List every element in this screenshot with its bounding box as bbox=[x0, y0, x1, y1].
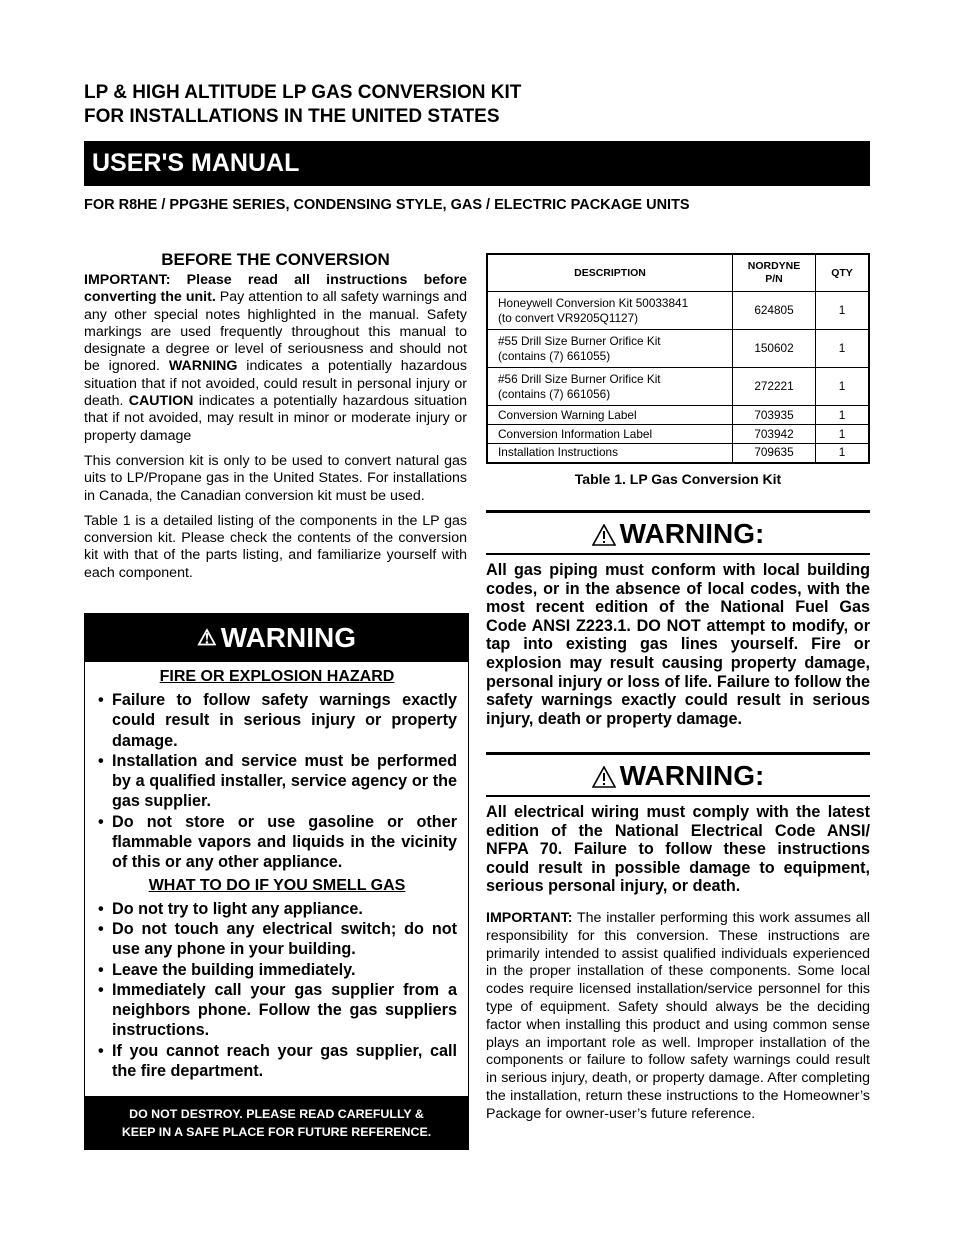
column-header-qty: QTY bbox=[816, 254, 870, 292]
description-line-2: (contains (7) 661056) bbox=[498, 386, 611, 401]
description-line-1: #55 Drill Size Burner Orifice Kit bbox=[498, 333, 661, 348]
before-paragraph-3: Table 1 is a detailed listing of the components in the LP gas conversion kit. Please check the contents of the conversion kit with that of the parts listing, and familiarize yourself with each component. bbox=[84, 512, 467, 581]
list-item: • Do not store or use gasoline or other flammable vapors and liquids in the vicinity of this or any other appliance. bbox=[97, 812, 457, 873]
cell-part-number: 150602 bbox=[733, 330, 816, 368]
electrical-wiring-warning bbox=[486, 752, 870, 896]
do-not-destroy-footer bbox=[85, 1096, 468, 1149]
subtitle: FOR R8HE / PPG3HE SERIES, CONDENSING STYLE, GAS / ELECTRIC PACKAGE UNITS bbox=[84, 197, 690, 213]
cell-qty: 1 bbox=[816, 330, 870, 368]
description-line-1: Honeywell Conversion Kit 50033841 bbox=[498, 295, 689, 310]
before-p1-text-b: indicates a potentially hazardous situation that if not avoided, could result in personal injury or death. bbox=[84, 358, 468, 410]
cell-description bbox=[487, 292, 733, 330]
smell-gas-list bbox=[97, 899, 457, 1082]
caution-term: CAUTION bbox=[128, 393, 194, 410]
table-row bbox=[487, 330, 869, 368]
list-item: • Immediately call your gas supplier from a neighbors phone. Follow the gas suppliers instructions. bbox=[97, 980, 457, 1041]
important-label: IMPORTANT: bbox=[486, 910, 573, 926]
description-line-1: #56 Drill Size Burner Orifice Kit bbox=[498, 371, 661, 386]
table-caption: Table 1. LP Gas Conversion Kit bbox=[574, 471, 782, 487]
warning-triangle-icon bbox=[592, 766, 616, 788]
warning-box-body bbox=[85, 662, 468, 1081]
gas-piping-warning-text: All gas piping must conform with local building codes, or in the absence of local codes, with the most recent edition of the National Fuel Gas Code ANSI Z223.1. DO NOT attempt to modify, or tap into existing gas lines yourself. Fire or explosion may result causing property damage, personal injury or loss of life. Failure to follow the safety warnings exactly could result in serious injury, death or property damage. bbox=[486, 561, 870, 728]
list-item: • Do not try to light any appliance. bbox=[97, 899, 457, 919]
cell-part-number: 272221 bbox=[733, 368, 816, 406]
cell-description bbox=[487, 330, 733, 368]
cell-qty: 1 bbox=[816, 425, 870, 444]
document-title bbox=[84, 81, 521, 129]
fire-explosion-warning-box bbox=[84, 613, 469, 1150]
warning-title: WARNING: bbox=[619, 760, 765, 791]
cell-description: Conversion Information Label bbox=[487, 425, 733, 444]
cell-qty: 1 bbox=[816, 444, 870, 463]
warning-heading bbox=[486, 513, 870, 555]
gas-piping-warning bbox=[486, 510, 870, 728]
table-row bbox=[487, 425, 869, 444]
before-paragraph-2: This conversion kit is only to be used to convert natural gas uits to LP/Propane gas in the United States. For installations in Canada, the Canadian conversion kit must be used. bbox=[84, 452, 467, 504]
list-item: • If you cannot reach your gas supplier, call the fire department. bbox=[97, 1041, 457, 1082]
list-item: • Installation and service must be performed by a qualified installer, service agency or the gas supplier. bbox=[97, 751, 457, 812]
before-conversion-section bbox=[84, 250, 467, 590]
before-p1-text-c: indicates a potentially hazardous situation that if not avoided, may result in minor or moderate injury or property damage bbox=[84, 393, 468, 444]
list-item: • Failure to follow safety warnings exactly could result in serious injury or property damage. bbox=[97, 690, 457, 751]
footer-line-1: DO NOT DESTROY. PLEASE READ CAREFULLY & bbox=[129, 1107, 424, 1121]
electrical-warning-text: All electrical wiring must comply with the latest edition of the National Electrical Code ANSI/ NFPA 70. Failure to follow these instructions could result in possible damage to equipment, serious personal injury, or death. bbox=[486, 803, 870, 896]
pn-header-line-1: NORDYNE bbox=[747, 260, 801, 272]
footer-line-2: KEEP IN A SAFE PLACE FOR FUTURE REFERENCE. bbox=[121, 1125, 432, 1139]
important-lead: IMPORTANT: Please read all instructions before converting the unit. bbox=[84, 272, 467, 306]
cell-part-number: 703935 bbox=[733, 406, 816, 425]
fire-hazard-heading: FIRE OR EXPLOSION HAZARD bbox=[159, 668, 395, 685]
cell-qty: 1 bbox=[816, 406, 870, 425]
cell-part-number: 624805 bbox=[733, 292, 816, 330]
important-installer-note bbox=[486, 910, 870, 1124]
banner-text: USER'S MANUAL bbox=[92, 149, 300, 177]
warning-box-header bbox=[85, 614, 468, 662]
description-line-2: (contains (7) 661055) bbox=[498, 348, 611, 363]
smell-gas-heading: WHAT TO DO IF YOU SMELL GAS bbox=[148, 876, 406, 894]
column-header-description: DESCRIPTION bbox=[487, 254, 733, 292]
important-text: The installer performing this work assumes all responsibility for this conversion. These instructions are primarily intended to assist qualified individuals experienced in the proper installation of these components. Some local codes require licensed installation/service personnel for this type of equipment. Safety should always be the deciding factor when installing this product and using common sense plays an important role as well. Improper installation of the components or failure to follow safety warnings could result in serious injury, death, or property damage. After completing the installation, return these instructions to the Homeowner’s Package for owner-user’s future reference. bbox=[486, 910, 870, 1122]
before-paragraph-1 bbox=[84, 272, 467, 445]
warning-title: WARNING: bbox=[619, 518, 765, 549]
warning-box-title: WARNING bbox=[220, 622, 357, 653]
users-manual-banner bbox=[84, 141, 870, 186]
cell-description: Conversion Warning Label bbox=[487, 406, 733, 425]
title-line-1: LP & HIGH ALTITUDE LP GAS CONVERSION KIT bbox=[84, 82, 522, 103]
warning-triangle-icon bbox=[592, 524, 616, 546]
before-p1-text-a: Pay attention to all safety warnings and any other special notes highlighted in the manual. Safety markings are used frequently throughout this manual to designate a degree or level of seriousness and should not be ignored. bbox=[84, 289, 467, 375]
table-row bbox=[487, 406, 869, 425]
fire-hazard-list bbox=[97, 690, 457, 873]
table-row bbox=[487, 368, 869, 406]
pn-header-line-2: P/N bbox=[765, 273, 783, 285]
list-item: • Leave the building immediately. bbox=[97, 960, 457, 980]
warning-term: WARNING bbox=[168, 358, 238, 375]
cell-qty: 1 bbox=[816, 292, 870, 330]
cell-description: Installation Instructions bbox=[487, 444, 733, 463]
list-item: • Do not touch any electrical switch; do not use any phone in your building. bbox=[97, 919, 457, 960]
description-line-2: (to convert VR9205Q1127) bbox=[498, 310, 639, 325]
warning-triangle-icon: ⚠ bbox=[196, 625, 217, 650]
cell-description bbox=[487, 368, 733, 406]
cell-part-number: 709635 bbox=[733, 444, 816, 463]
column-header-part-number bbox=[733, 254, 816, 292]
warning-heading bbox=[486, 755, 870, 797]
cell-part-number: 703942 bbox=[733, 425, 816, 444]
before-conversion-heading: BEFORE THE CONVERSION bbox=[161, 250, 390, 269]
table-row bbox=[487, 292, 869, 330]
title-line-2: FOR INSTALLATIONS IN THE UNITED STATES bbox=[84, 106, 500, 127]
table-header-row bbox=[487, 254, 869, 292]
cell-qty: 1 bbox=[816, 368, 870, 406]
table-row bbox=[487, 444, 869, 463]
conversion-kit-table bbox=[486, 253, 870, 464]
